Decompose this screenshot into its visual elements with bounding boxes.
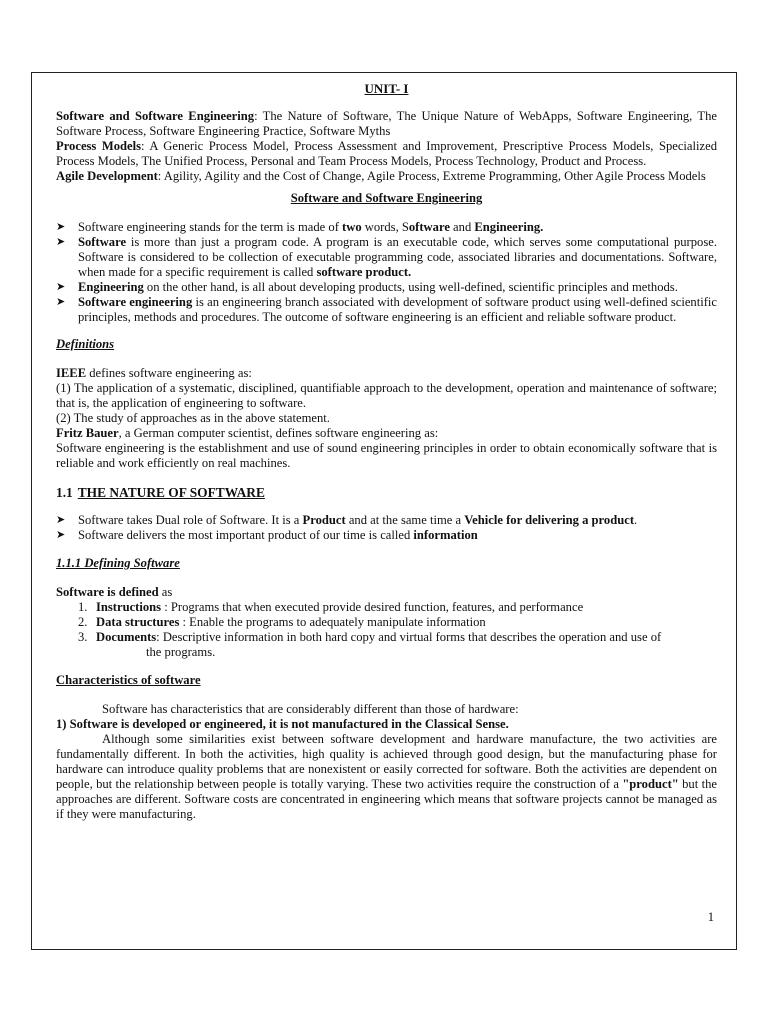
list-item: 1. Instructions : Programs that when executed provide desired function, features, and performance <box>78 600 584 614</box>
syllabus-label: Software and Software Engineering <box>56 109 255 123</box>
unit-title: UNIT- I <box>364 81 409 96</box>
section-title: Software and Software Engineering <box>290 191 483 205</box>
list-item: 3. Documents: Descriptive information in both hard copy and virtual forms that describes the operation and use of the programs. <box>78 630 662 659</box>
list-item: ➤ Software takes Dual role of Software. It is a Product and at the same time a Vehicle for delivering a product. <box>56 513 638 527</box>
arrowhead-bullet-icon: ➤ <box>56 529 66 541</box>
document-page <box>31 72 737 950</box>
characteristics-intro: Software has characteristics that are considerably different than those of hardware: <box>102 702 519 716</box>
arrowhead-bullet-icon: ➤ <box>56 221 66 233</box>
nature-heading: 1.1 THE NATURE OF SOFTWARE <box>56 485 265 500</box>
ieee-line: IEEE defines software engineering as: <box>56 366 252 380</box>
page-content <box>56 81 717 822</box>
defining-software-heading: 1.1.1 Defining Software <box>56 556 180 570</box>
page-number: 1 <box>707 910 714 924</box>
arrowhead-bullet-icon: ➤ <box>56 514 66 526</box>
syllabus-line-2: Process Models: A Generic Process Model, Process Assessment and Improvement, Prescriptive Process Models, Specialized Process Models, The Unified Process, Personal and Team Process Models, Process Technology, Product and Process. <box>56 139 717 168</box>
arrowhead-bullet-icon: ➤ <box>56 296 66 308</box>
definition-2: (2) The study of approaches as in the above statement. <box>56 411 330 425</box>
arrowhead-bullet-icon: ➤ <box>56 236 66 248</box>
defined-lead: Software is defined as <box>56 585 173 599</box>
arrowhead-bullet-icon: ➤ <box>56 281 66 293</box>
definitions-heading: Definitions <box>56 337 115 351</box>
definition-1: (1) The application of a systematic, disciplined, quantifiable approach to the development, operation and maintenance of software; that is, the application of engineering to software. <box>56 381 717 410</box>
list-item: ➤ Software delivers the most important product of our time is called information <box>56 528 478 542</box>
characteristic-point-1: 1) Software is developed or engineered, it is not manufactured in the Classical Sense. <box>56 717 509 731</box>
bullet-list <box>56 513 717 543</box>
list-item: ➤ Engineering on the other hand, is all about developing products, using well-defined, scientific principles and methods. <box>56 280 678 294</box>
list-item: ➤ Software is more than just a program code. A program is an executable code, which serves some computational purpose. Software is considered to be collection of executable programming code, associated libraries and documentations. Software, when made for a specific requirement is called software product. <box>56 235 717 279</box>
syllabus-line-3: Agile Development: Agility, Agility and the Cost of Change, Agile Process, Extreme Programming, Other Agile Process Models <box>56 169 706 183</box>
list-item: ➤ Software engineering stands for the term is made of two words, Software and Engineering. <box>56 220 544 234</box>
definition-list <box>56 600 717 660</box>
fritz-line: Fritz Bauer, a German computer scientist, defines software engineering as: <box>56 426 439 440</box>
characteristics-heading: Characteristics of software <box>56 673 201 687</box>
fritz-definition: Software engineering is the establishment and use of sound engineering principles in order to obtain economically software that is reliable and work efficiently on real machines. <box>56 441 717 470</box>
syllabus-label: Agile Development <box>56 169 158 183</box>
list-item: 2. Data structures : Enable the programs to adequately manipulate information <box>78 615 486 629</box>
bullet-list <box>56 220 717 325</box>
syllabus-line-1: Software and Software Engineering: The Nature of Software, The Unique Nature of WebApps, Software Engineering, The Software Process, Software Engineering Practice, Software Myths <box>56 109 717 138</box>
list-item: ➤ Software engineering is an engineering branch associated with development of software product using well-defined scientific principles, methods and procedures. The outcome of software engineering is an efficient and reliable software product. <box>56 295 717 324</box>
syllabus-label: Process Models <box>56 139 142 153</box>
characteristic-paragraph: Although some similarities exist between software development and hardware manufacture, the two activities are fundamentally different. In both the activities, high quality is achieved through good design, but the manufacturing phase for hardware can introduce quality problems that are nonexistent or easily corrected for software. Both the activities are dependent on people, but the relationship between people is totally varying. These two activities require the construction of a "product" but the approaches are different. Software costs are concentrated in engineering which means that software projects cannot be managed as if they were manufacturing. <box>56 732 717 821</box>
